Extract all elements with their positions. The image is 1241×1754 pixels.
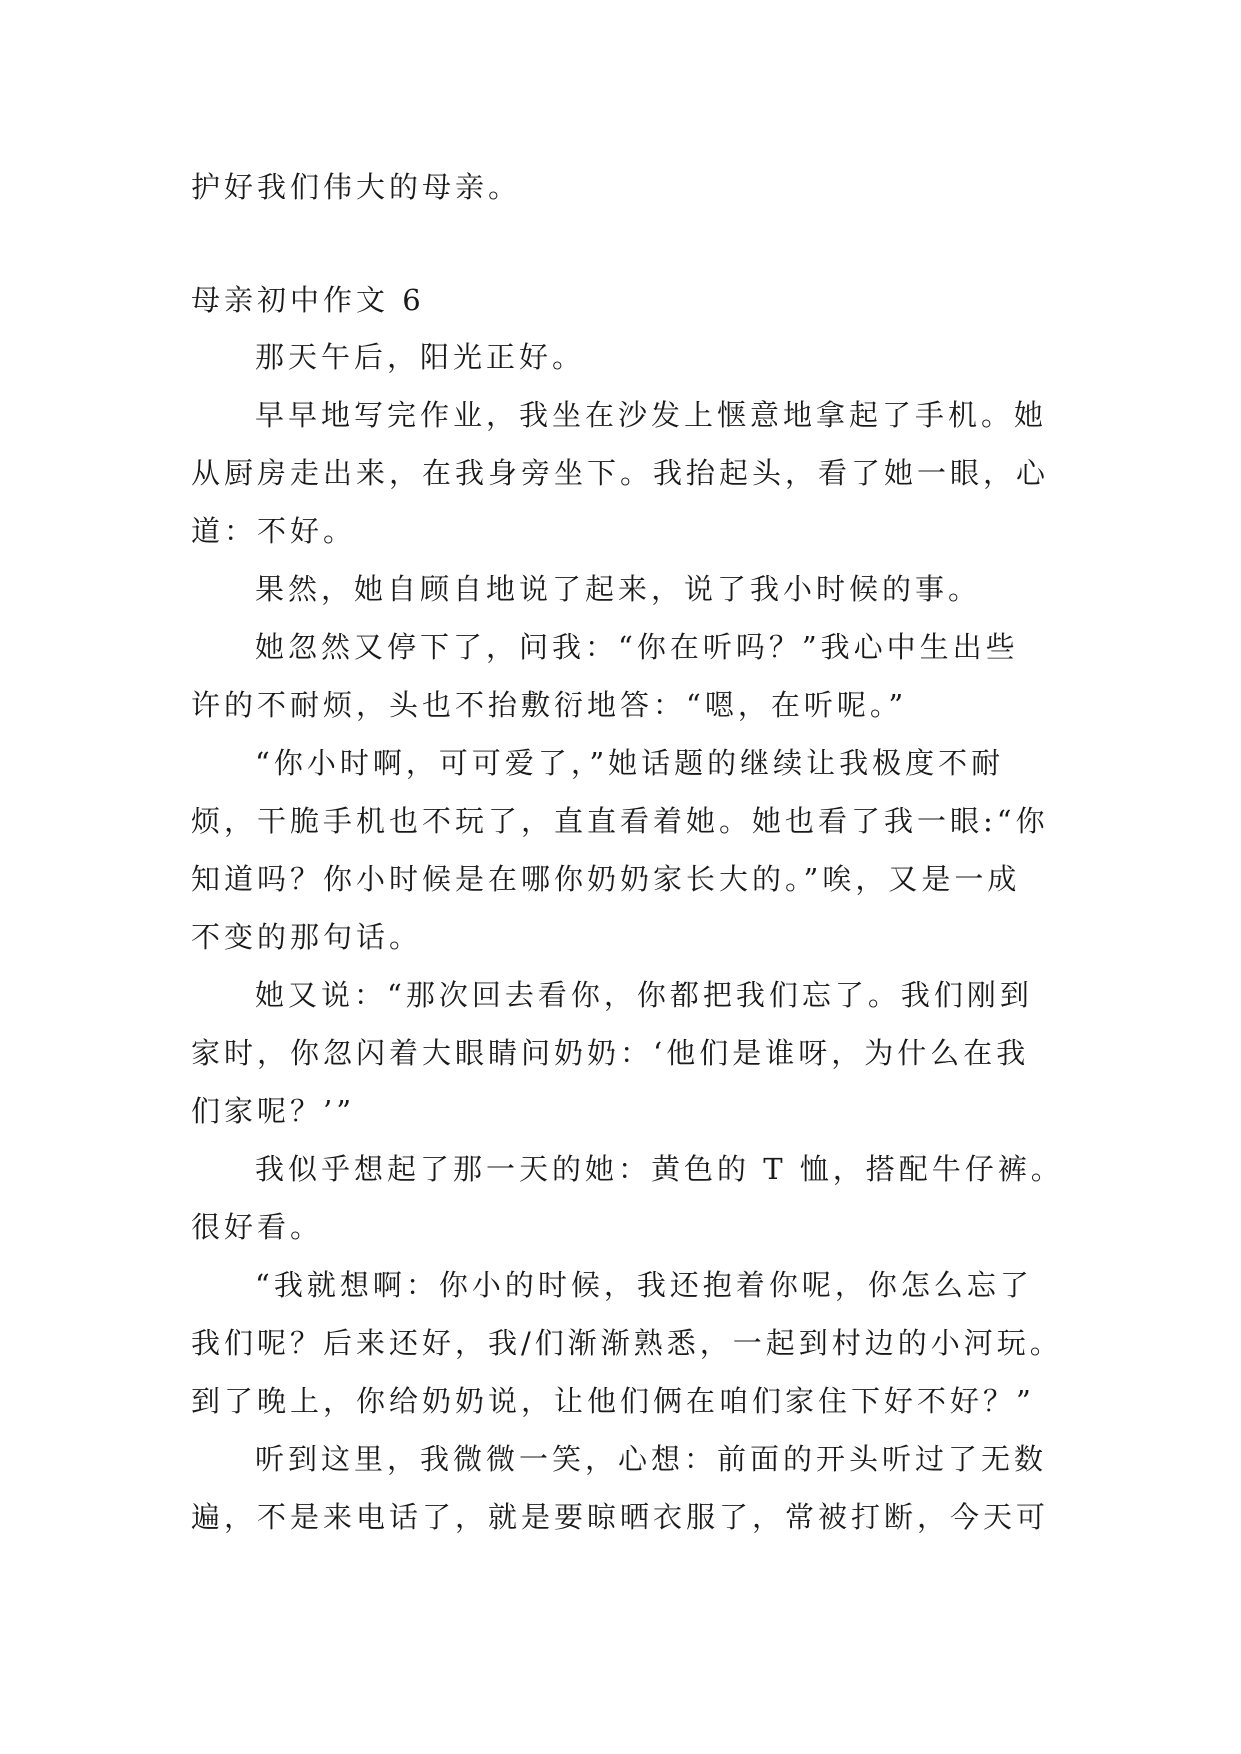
- body-text: [191, 328, 1064, 1546]
- paragraph-line: 到了晚上，你给奶奶说，让他们俩在咱们家住下好不好？”: [191, 1384, 1035, 1418]
- paragraph-line: 道：不好。: [191, 514, 357, 548]
- lead-line: [191, 158, 1053, 216]
- paragraph-line: “你小时啊，可可爱了，”她话题的继续让我极度不耐: [255, 746, 1005, 780]
- paragraph-line: 许的不耐烦，头也不抬敷衍地答：“嗯，在听呢。”: [191, 688, 908, 722]
- paragraph-line: 烦，干脆手机也不玩了，直直看着她。她也看了我一眼:“你: [191, 804, 1049, 838]
- paragraph-line: 果然，她自顾自地说了起来，说了我小时候的事。: [255, 572, 982, 606]
- section-title: [191, 271, 1053, 329]
- paragraph-line: 知道吗？你小时候是在哪你奶奶家长大的。”唉，又是一成: [191, 862, 1021, 896]
- paragraph-line: 她又说：“那次回去看你，你都把我们忘了。我们刚到: [255, 978, 1033, 1012]
- paragraph-line: 我似乎想起了那一天的她：黄色的 T 恤，搭配牛仔裤。: [255, 1152, 1064, 1186]
- text-line: 护好我们伟大的母亲。: [191, 170, 522, 204]
- paragraph-line: 不变的那句话。: [191, 920, 423, 954]
- paragraph-line: 很好看。: [191, 1210, 324, 1244]
- paragraph-line: 她忽然又停下了，问我：“你在听吗？”我心中生出些: [255, 630, 1019, 664]
- paragraph-line: 那天午后，阳光正好。: [255, 340, 586, 374]
- text-line: 母亲初中作文 6: [191, 283, 425, 317]
- paragraph-line: 们家呢？’”: [191, 1094, 356, 1128]
- paragraph-line: 听到这里，我微微一笑，心想：前面的开头听过了无数: [255, 1442, 1048, 1476]
- paragraph-line: 家时，你忽闪着大眼睛问奶奶：‘他们是谁呀，为什么在我: [191, 1036, 1030, 1070]
- paragraph-line: 早早地写完作业，我坐在沙发上惬意地拿起了手机。她: [255, 398, 1048, 432]
- paragraph-line: 遍，不是来电话了，就是要晾晒衣服了，常被打断，今天可: [191, 1500, 1050, 1534]
- paragraph-line: 我们呢？后来还好，我/们渐渐熟悉，一起到村边的小河玩。: [191, 1326, 1063, 1360]
- paragraph-line: 从厨房走出来，在我身旁坐下。我抬起头，看了她一眼，心: [191, 456, 1050, 490]
- paragraph-line: “我就想啊：你小的时候，我还抱着你呢，你怎么忘了: [255, 1268, 1033, 1302]
